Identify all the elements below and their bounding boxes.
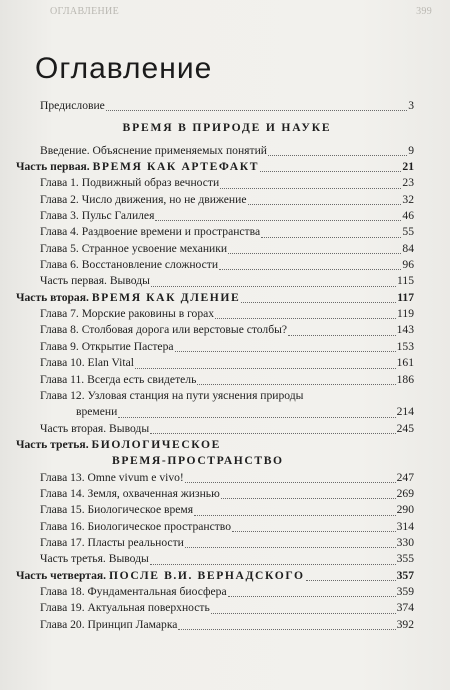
- dot-leader: [155, 210, 401, 221]
- toc-page-number: 269: [396, 486, 414, 500]
- toc-page-number: 9: [408, 143, 414, 157]
- toc-entry-ch15[interactable]: [16, 502, 414, 518]
- toc-entry-label: Глава 19. Актуальная поверхность: [40, 601, 210, 615]
- toc-part-3[interactable]: [16, 437, 414, 470]
- dot-leader: [211, 603, 396, 614]
- dot-leader: [175, 341, 396, 352]
- dot-leader: [150, 423, 395, 434]
- toc-page-number: 359: [396, 584, 414, 598]
- toc-entry-ch18[interactable]: [16, 584, 414, 600]
- dot-leader: [194, 505, 396, 516]
- toc-page-number: 117: [397, 290, 414, 304]
- toc-entry-intro[interactable]: [16, 143, 414, 159]
- toc-page-number: 247: [396, 470, 414, 484]
- part-prefix: Часть первая.: [16, 160, 90, 174]
- toc-entry-part2-conclusions[interactable]: [16, 421, 414, 437]
- dot-leader: [185, 472, 396, 483]
- toc-entry-ch14[interactable]: [16, 486, 414, 502]
- toc-page-number: 46: [402, 209, 414, 223]
- toc-entry-ch17[interactable]: [16, 535, 414, 551]
- dot-leader: [215, 308, 396, 319]
- toc-entry-ch19[interactable]: [16, 600, 414, 616]
- toc-entry-ch20[interactable]: [16, 617, 414, 633]
- toc-entry-ch5[interactable]: [16, 241, 414, 257]
- toc-entry-part1-conclusions[interactable]: [16, 273, 414, 289]
- toc-page-number: 143: [396, 323, 414, 337]
- part-prefix: Часть четвертая.: [16, 568, 107, 582]
- toc-entry-label: Часть третья. Выводы: [40, 552, 149, 566]
- toc-entry-ch9[interactable]: [16, 339, 414, 355]
- dot-leader: [151, 276, 396, 287]
- toc-page-number: 330: [396, 535, 414, 549]
- toc-page-number: 245: [396, 421, 414, 435]
- toc-page-number: 357: [396, 568, 414, 582]
- toc-entry-label: Часть первая. Выводы: [40, 274, 150, 288]
- toc-entry-label: Глава 7. Морские раковины в горах: [40, 307, 215, 321]
- toc-page-number: 186: [396, 372, 414, 386]
- toc-entry-label: Глава 9. Открытие Пастера: [40, 339, 174, 353]
- dot-leader: [150, 554, 396, 565]
- toc-page-number: 392: [396, 617, 414, 631]
- toc-page-number: 115: [397, 274, 414, 288]
- dot-leader: [241, 292, 396, 303]
- dot-leader: [185, 537, 396, 548]
- toc-entry-label: Глава 15. Биологическое время: [40, 503, 194, 517]
- dot-leader: [118, 407, 395, 418]
- dot-leader: [232, 521, 396, 532]
- part-title-continued: ВРЕМЯ-ПРОСТРАНСТВО: [112, 454, 284, 468]
- toc-entry-ch4[interactable]: [16, 224, 414, 240]
- part-prefix: Часть вторая.: [16, 290, 89, 304]
- toc-page-number: 290: [396, 503, 414, 517]
- part-title: БИОЛОГИЧЕСКОЕ: [91, 437, 221, 451]
- toc-page-number: 119: [397, 307, 414, 321]
- toc-entry-label: Глава 10. Elan Vital: [40, 356, 134, 370]
- toc-entry-label: Глава 5. Странное усвоение механики: [40, 241, 228, 255]
- dot-leader: [106, 100, 407, 111]
- toc-entry-label: Глава 16. Биологическое пространство: [40, 519, 231, 533]
- toc-page-number: 96: [402, 258, 414, 272]
- toc-entry-ch3[interactable]: [16, 208, 414, 224]
- running-head-left: ОГЛАВЛЕНИЕ: [50, 6, 119, 17]
- toc-entry-label: Глава 4. Раздвоение времени и пространства: [40, 225, 261, 239]
- toc-part-2[interactable]: [16, 290, 414, 306]
- dot-leader: [220, 178, 401, 189]
- toc-page-number: 21: [402, 160, 414, 174]
- dot-leader: [306, 570, 396, 581]
- toc-entry-ch10[interactable]: [16, 355, 414, 371]
- toc-page-number: 23: [402, 176, 414, 190]
- toc-entry-ch7[interactable]: [16, 306, 414, 322]
- dot-leader: [219, 259, 401, 270]
- dot-leader: [228, 586, 396, 597]
- toc-entry-ch1[interactable]: [16, 175, 414, 191]
- dot-leader: [135, 358, 396, 369]
- toc-entry-label: Глава 3. Пульс Галилея: [40, 209, 155, 223]
- toc-entry-label: Глава 14. Земля, охваченная жизнью: [40, 486, 220, 500]
- page-title: Оглавление: [35, 52, 213, 85]
- toc-page-number: 355: [396, 552, 414, 566]
- toc-entry-ch13[interactable]: [16, 470, 414, 486]
- toc-entry-ch16[interactable]: [16, 519, 414, 535]
- toc-entry-label: Глава 18. Фундаментальная биосфера: [40, 584, 227, 598]
- toc-page-number: 314: [396, 519, 414, 533]
- part-prefix: Часть третья.: [16, 437, 89, 451]
- part-title: ВРЕМЯ КАК АРТЕФАКТ: [92, 160, 260, 174]
- toc-entry-label: Часть вторая. Выводы: [40, 421, 150, 435]
- toc-part-1[interactable]: [16, 159, 414, 175]
- dot-leader: [248, 194, 402, 205]
- toc-page-number: 84: [402, 241, 414, 255]
- dot-leader: [228, 243, 401, 254]
- part-title: ПОСЛЕ В.И. ВЕРНАДСКОГО: [108, 568, 305, 582]
- toc-entry-label: Предисловие: [40, 99, 105, 112]
- toc-page-number: 214: [396, 405, 414, 419]
- running-head-right: 399: [416, 6, 432, 17]
- toc-entry-label: Глава 1. Подвижный образ вечности: [40, 176, 220, 190]
- toc-entry-label: Введение. Объяснение применяемых понятий: [40, 143, 267, 157]
- toc-entry-label: Глава 12. Узловая станция на пути уяснения природы: [40, 388, 304, 402]
- toc-entry-part3-conclusions[interactable]: [16, 551, 414, 567]
- toc-entry-ch12[interactable]: [16, 388, 414, 421]
- toc-entry-label: Глава 8. Столбовая дорога или верстовые столбы?: [40, 323, 288, 337]
- toc-entry-ch2[interactable]: [16, 192, 414, 208]
- section-heading: ВРЕМЯ В ПРИРОДЕ И НАУКЕ: [122, 121, 332, 135]
- toc-entry-preface[interactable]: [16, 98, 414, 114]
- toc-entry-ch8[interactable]: [16, 322, 414, 338]
- dot-leader: [197, 374, 395, 385]
- toc-entry-label: Глава 20. Принцип Ламарка: [40, 617, 178, 631]
- dot-leader: [288, 325, 396, 336]
- toc-entry-label: Глава 2. Число движения, но не движение: [40, 192, 247, 206]
- toc-page-number: 374: [396, 601, 414, 615]
- toc-entry-label-continued: времени: [76, 405, 118, 419]
- toc-entry-ch6[interactable]: [16, 257, 414, 273]
- part-title: ВРЕМЯ КАК ДЛЕНИЕ: [91, 290, 241, 304]
- toc-entry-ch11[interactable]: [16, 372, 414, 388]
- toc-page-number: 55: [402, 225, 414, 239]
- dot-leader: [261, 227, 401, 238]
- toc-entry-label: Глава 6. Восстановление сложности: [40, 258, 219, 272]
- dot-leader: [221, 488, 396, 499]
- toc-entry-label: Глава 17. Пласты реальности: [40, 535, 184, 549]
- toc-entry-label: Глава 13. Omne vivum e vivo!: [40, 470, 184, 484]
- toc-part-4[interactable]: [16, 568, 414, 584]
- toc-page-number: 3: [408, 99, 414, 112]
- toc-entry-label: Глава 11. Всегда есть свидетель: [40, 372, 197, 386]
- dot-leader: [268, 145, 407, 156]
- running-head: [50, 6, 432, 17]
- dot-leader: [178, 619, 395, 630]
- dot-leader: [260, 161, 401, 172]
- table-of-contents: [16, 98, 414, 633]
- toc-page-number: 161: [396, 356, 414, 370]
- toc-page-number: 32: [402, 192, 414, 206]
- toc-page-number: 153: [396, 339, 414, 353]
